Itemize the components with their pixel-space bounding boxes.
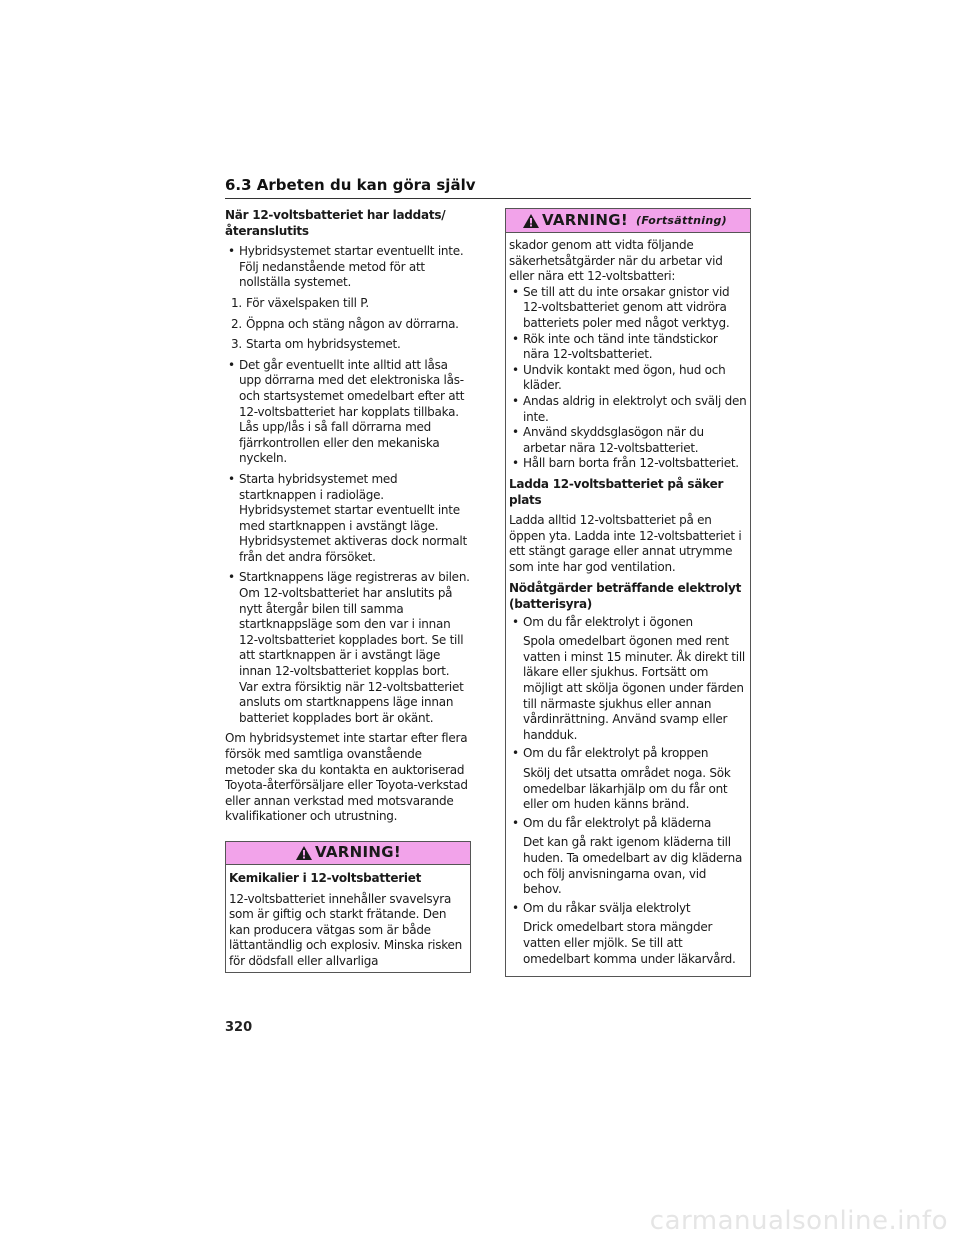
emergency-bullet-clothes: • Om du får elektrolyt på kläderna [509, 816, 747, 832]
paragraph-contact-dealer: Om hybridsystemet inte startar efter flera försök med samtliga ovanstående metoder ska du kontakta en auktoriserad Toyota-återförsäljare eller Toyota-verkstad eller annan verkstad med motsvarande kvalifikationer och utrustning. [225, 731, 468, 824]
heading-emergency: Nödåtgärder beträffande elektrolyt (batterisyra) [509, 581, 742, 612]
step-text: Öppna och stäng någon av dörrarna. [246, 316, 459, 331]
heading-reconnected: När 12-voltsbatteriet har laddats/återanslutits [225, 208, 446, 238]
list-item: • Undvik kontakt med ögon, hud och kläder. [509, 363, 747, 394]
emergency-bullet-eyes: • Om du får elektrolyt i ögonen [509, 615, 747, 631]
list-item: • Håll barn borta från 12-voltsbatteriet. [509, 456, 747, 472]
warning-body [226, 865, 470, 972]
emergency-bullet-body: • Om du får elektrolyt på kroppen [509, 746, 747, 762]
emergency-text-body: Skölj det utsatta området noga. Sök omedelbar läkarhjälp om du får ont eller om huden känns bränd. [523, 766, 731, 812]
warning-heading: Kemikalier i 12-voltsbatteriet [229, 870, 422, 885]
warning-text: 12-voltsbatteriet innehåller svavelsyra som är giftig och starkt frätande. Den kan producera vätgas som är både lättantändlig och explosiv. Minska risken för dödsfall eller allvarliga [229, 891, 462, 968]
warning-header-continued [506, 209, 750, 233]
emergency-text-eyes: Spola omedelbart ögonen med rent vatten i minst 15 minuter. Åk direkt till läkare eller sjukhus. Fortsätt om möjligt att skölja ögonen under färden till närmaste sjukhus eller annan vårdinrättning. Använd svamp eller handduk. [523, 634, 745, 742]
step-text: För växelspaken till P. [246, 295, 369, 310]
warning-box-continued [505, 208, 751, 977]
list-item: • Använd skyddsglasögon när du arbetar nära 12-voltsbatteriet. [509, 425, 747, 456]
warning-triangle-icon [295, 845, 313, 861]
step-number: 2. [231, 316, 242, 331]
step-1 [225, 296, 471, 312]
warning-box [225, 841, 471, 973]
warning-header [226, 842, 470, 865]
emergency-text-clothes: Det kan gå rakt igenom kläderna till huden. Ta omedelbart av dig kläderna och följ anvisningarna ovan, vid behov. [523, 835, 743, 897]
bullet-start-mode: • Startknappens läge registreras av bilen. Om 12-voltsbatteriet har anslutits på nytt återgår bilen till samma startknappsläge som den var i innan 12-voltsbatteriet kopplades bort. Se till att startknappen är i avstängt läge innan 12-voltsbatteriet kopplas bort. Var extra försiktig när 12-voltsbatteriet ansluts om startknappens läge innan batteriet kopplades bort är okänt. [225, 570, 471, 726]
list-item: • Rök inte och tänd inte tändstickor nära 12-voltsbatteriet. [509, 332, 747, 363]
step-number: 3. [231, 337, 242, 352]
emergency-text-swallow: Drick omedelbart stora mängder vatten eller mjölk. Se till att omedelbart komma under läkarvård. [523, 920, 736, 966]
page-number: 320 [225, 1020, 253, 1035]
list-item: • Se till att du inte orsakar gnistor vid 12-voltsbatteriet genom att vidröra batteriets poler med något verktyg. [509, 285, 747, 332]
step-text: Starta om hybridsystemet. [246, 337, 401, 352]
warning-body-continued [506, 233, 750, 976]
warning-continued-label: (Fortsättning) [636, 213, 727, 227]
warning-title: VARNING! [542, 210, 628, 229]
warning-intro: skador genom att vidta följande säkerhetsåtgärder när du arbetar vid eller nära ett 12-voltsbatteri: [509, 238, 723, 284]
watermark: carmanualsonline.info [649, 1206, 948, 1236]
bullet-unlock-doors: • Det går eventuellt inte alltid att låsa upp dörrarna med det elektroniska lås- och startsystemet omedelbart efter att 12-voltsbatteriet har kopplats tillbaka. Lås upp/lås i så fall dörrarna med fjärrkontrollen eller den mekaniska nyckeln. [225, 358, 471, 467]
step-2 [225, 317, 471, 333]
step-3 [225, 337, 471, 353]
warning-title: VARNING! [315, 843, 401, 862]
left-column [225, 208, 471, 973]
paragraph-safe-place: Ladda alltid 12-voltsbatteriet på en öppen yta. Ladda inte 12-voltsbatteriet i ett stängt garage eller annat utrymme som inte har god ventilation. [509, 513, 742, 574]
warning-triangle-icon [522, 213, 540, 229]
list-item: • Andas aldrig in elektrolyt och svälj den inte. [509, 394, 747, 425]
bullet-radio-mode: • Starta hybridsystemet med startknappen i radioläge. Hybridsystemet startar eventuellt inte med startknappen i avstängt läge. Hybridsystemet aktiveras dock normalt från det andra försöket. [225, 472, 471, 566]
emergency-bullet-swallow: • Om du råkar svälja elektrolyt [509, 901, 747, 917]
right-column [505, 208, 751, 977]
section-title: 6.3 Arbeten du kan göra själv [225, 176, 751, 199]
step-number: 1. [231, 295, 242, 310]
heading-safe-place: Ladda 12-voltsbatteriet på säker plats [509, 476, 724, 507]
bullet-reset-info: • Hybridsystemet startar eventuellt inte. Följ nedanstående metod för att nollställa systemet. [225, 244, 471, 291]
